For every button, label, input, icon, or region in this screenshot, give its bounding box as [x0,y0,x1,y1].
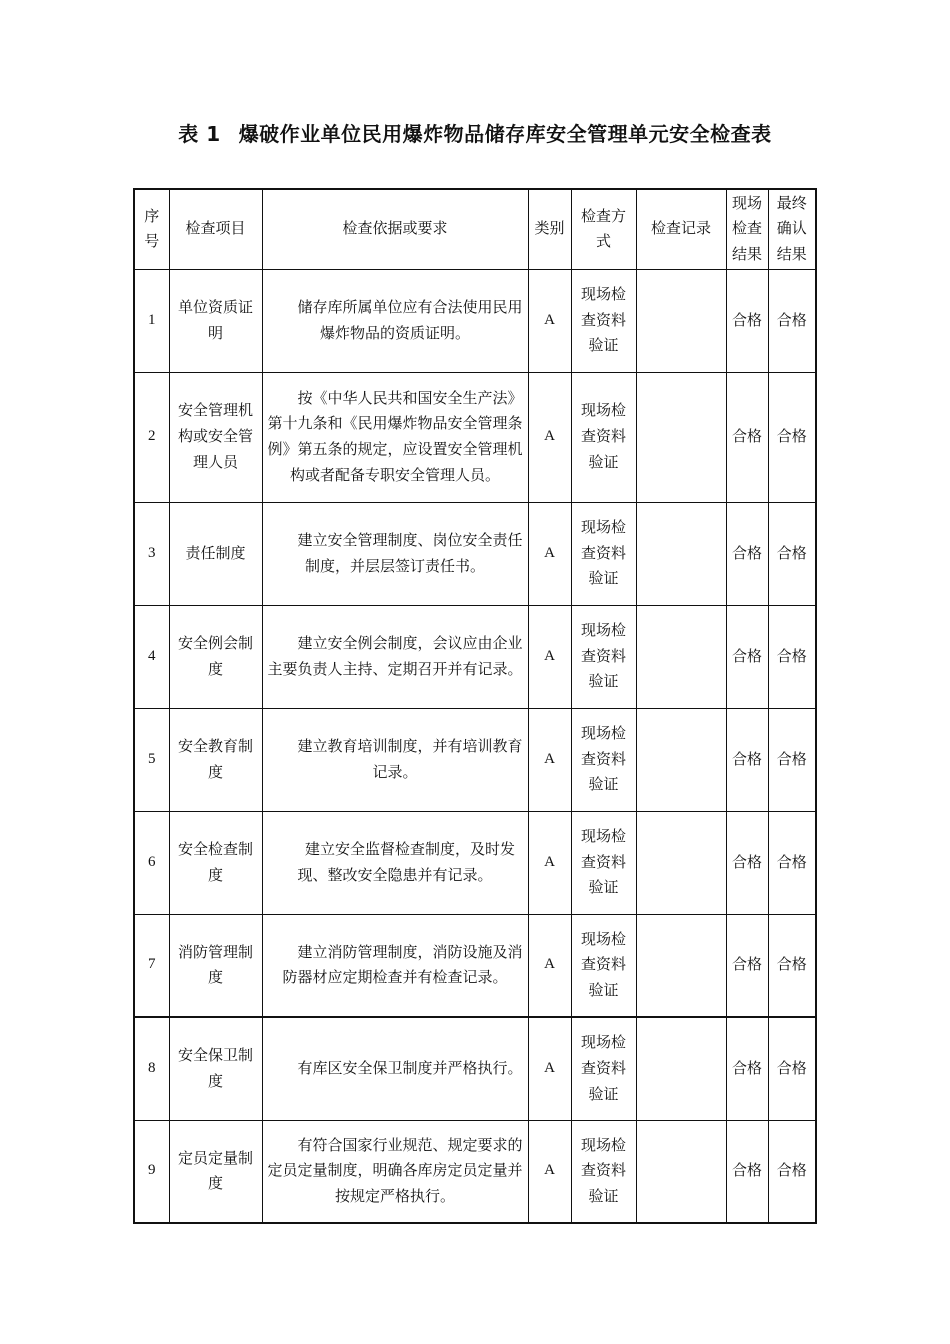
row-onsite-result: 合格 [726,372,768,502]
row-record [636,605,726,708]
row-final-result: 合格 [768,708,816,811]
row-record [636,502,726,605]
table-row [134,1017,816,1120]
header-record: 检查记录 [636,189,726,269]
row-seq: 9 [134,1120,169,1223]
safety-check-table [133,188,817,1224]
row-basis: 建立消防管理制度，消防设施及消防器材应定期检查并有检查记录。 [262,914,528,1017]
row-category: A [528,269,571,372]
row-method: 现场检查资料验证 [571,708,636,811]
row-onsite-result: 合格 [726,1017,768,1120]
row-record [636,708,726,811]
header-onsite-result: 现场检查结果 [726,189,768,269]
row-record [636,811,726,914]
header-seq: 序号 [134,189,169,269]
row-onsite-result: 合格 [726,708,768,811]
row-item: 安全管理机构或安全管理人员 [169,372,262,502]
row-category: A [528,811,571,914]
row-basis: 储存库所属单位应有合法使用民用爆炸物品的资质证明。 [262,269,528,372]
row-seq: 7 [134,914,169,1017]
table-number: 表 1 [178,122,221,146]
header-item: 检查项目 [169,189,262,269]
row-basis: 建立安全管理制度、岗位安全责任制度，并层层签订责任书。 [262,502,528,605]
table-row [134,372,816,502]
table-row [134,811,816,914]
row-method: 现场检查资料验证 [571,269,636,372]
table-row [134,1120,816,1223]
row-final-result: 合格 [768,811,816,914]
row-record [636,372,726,502]
row-final-result: 合格 [768,502,816,605]
row-seq: 6 [134,811,169,914]
row-onsite-result: 合格 [726,1120,768,1223]
row-method: 现场检查资料验证 [571,605,636,708]
row-item: 责任制度 [169,502,262,605]
row-basis: 有符合国家行业规范、规定要求的定员定量制度，明确各库房定员定量并按规定严格执行。 [262,1120,528,1223]
row-record [636,269,726,372]
header-row [134,189,816,269]
row-final-result: 合格 [768,372,816,502]
row-method: 现场检查资料验证 [571,502,636,605]
row-method: 现场检查资料验证 [571,914,636,1017]
table-row [134,502,816,605]
row-seq: 1 [134,269,169,372]
row-onsite-result: 合格 [726,502,768,605]
row-basis: 按《中华人民共和国安全生产法》第十九条和《民用爆炸物品安全管理条例》第五条的规定，应设置安全管理机构或者配备专职安全管理人员。 [262,372,528,502]
row-category: A [528,372,571,502]
row-record [636,1017,726,1120]
row-item: 安全教育制度 [169,708,262,811]
table-row [134,269,816,372]
row-final-result: 合格 [768,1120,816,1223]
row-onsite-result: 合格 [726,269,768,372]
row-seq: 4 [134,605,169,708]
row-item: 安全保卫制度 [169,1017,262,1120]
row-seq: 3 [134,502,169,605]
row-basis: 建立安全监督检查制度，及时发现、整改安全隐患并有记录。 [262,811,528,914]
row-item: 消防管理制度 [169,914,262,1017]
row-category: A [528,1017,571,1120]
row-item: 安全检查制度 [169,811,262,914]
row-category: A [528,914,571,1017]
row-seq: 8 [134,1017,169,1120]
header-final-result: 最终确认结果 [768,189,816,269]
row-category: A [528,502,571,605]
page-title [0,118,950,147]
row-item: 安全例会制度 [169,605,262,708]
header-basis: 检查依据或要求 [262,189,528,269]
table-row [134,914,816,1017]
row-record [636,1120,726,1223]
row-category: A [528,1120,571,1223]
row-seq: 2 [134,372,169,502]
table-title-text: 爆破作业单位民用爆炸物品储存库安全管理单元安全检查表 [238,122,772,146]
header-method: 检查方式 [571,189,636,269]
header-category: 类别 [528,189,571,269]
row-onsite-result: 合格 [726,914,768,1017]
row-method: 现场检查资料验证 [571,1017,636,1120]
row-onsite-result: 合格 [726,605,768,708]
row-item: 单位资质证明 [169,269,262,372]
row-method: 现场检查资料验证 [571,372,636,502]
row-final-result: 合格 [768,605,816,708]
row-category: A [528,708,571,811]
row-record [636,914,726,1017]
row-basis: 建立教育培训制度，并有培训教育记录。 [262,708,528,811]
row-method: 现场检查资料验证 [571,811,636,914]
row-basis: 建立安全例会制度，会议应由企业主要负责人主持、定期召开并有记录。 [262,605,528,708]
row-seq: 5 [134,708,169,811]
row-final-result: 合格 [768,914,816,1017]
row-onsite-result: 合格 [726,811,768,914]
row-method: 现场检查资料验证 [571,1120,636,1223]
table-row [134,605,816,708]
row-final-result: 合格 [768,1017,816,1120]
row-item: 定员定量制度 [169,1120,262,1223]
row-final-result: 合格 [768,269,816,372]
row-basis: 有库区安全保卫制度并严格执行。 [262,1017,528,1120]
table-row [134,708,816,811]
row-category: A [528,605,571,708]
